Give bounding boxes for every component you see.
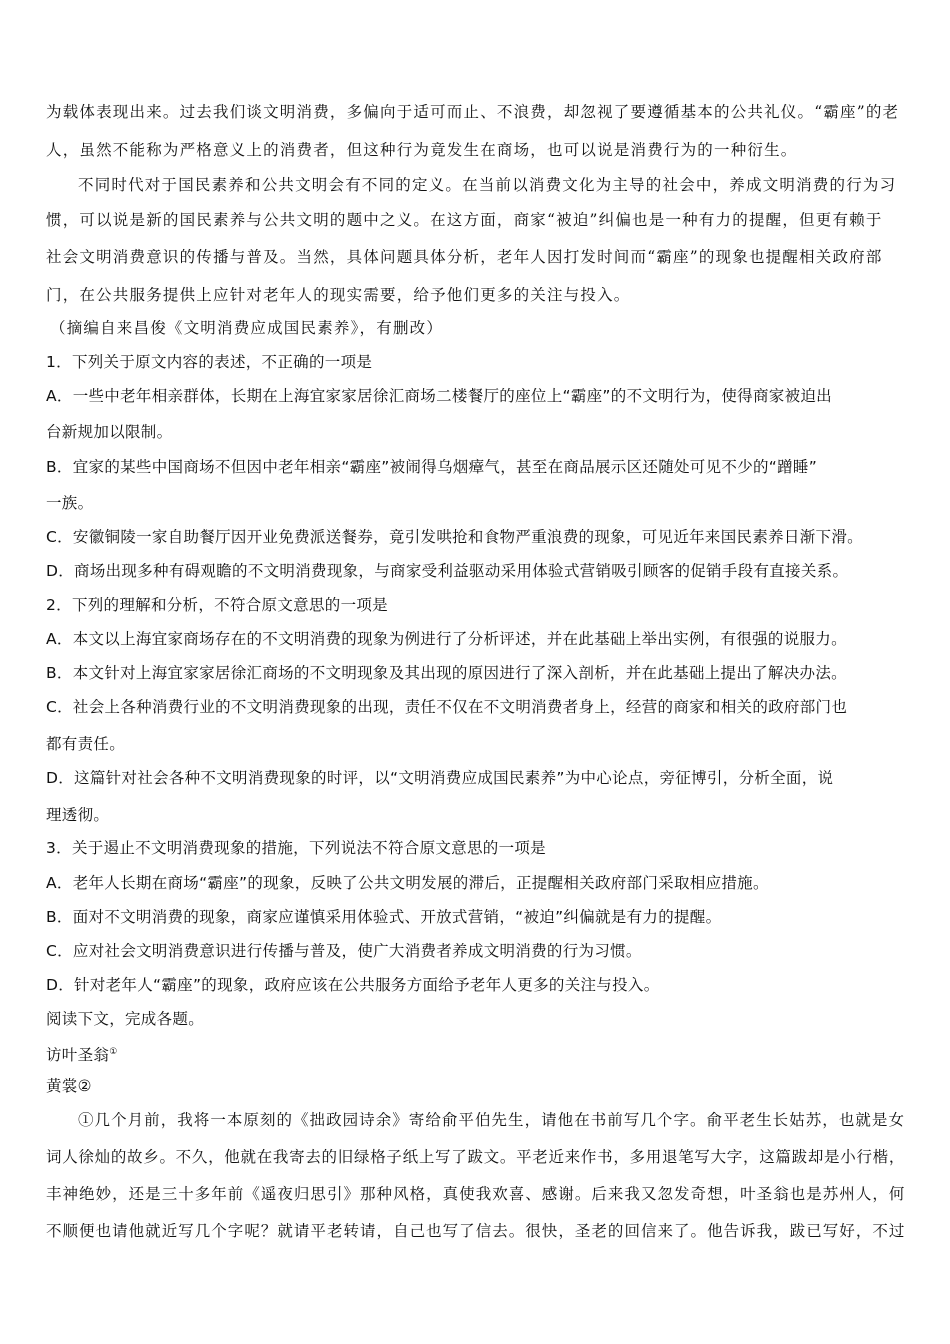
option-c: C．安徽铜陵一家自助餐厅因开业免费派送餐券，竟引发哄抢和食物严重浪费的现象，可见近年来国民素养日渐下滑。 <box>46 528 863 546</box>
reading-instruction: 阅读下文，完成各题。 <box>46 1010 205 1028</box>
passage-line: 不同时代对于国民素养和公共文明会有不同的定义。在当前以消费文化为主导的社会中，养成文明消费的行为习 <box>78 176 897 194</box>
article-title-text: 访叶圣翁 <box>46 1046 110 1065</box>
option-b: B．本文针对上海宜家家居徐汇商场的不文明现象及其出现的原因进行了深入剖析，并在此基础上提出了解决办法。 <box>46 664 847 682</box>
option-b-cont: 一族。 <box>46 494 94 512</box>
option-b: B．宜家的某些中国商场不但因中老年相亲“霸座”被闹得乌烟瘴气，甚至在商品展示区还随处可见不少的“蹭睡” <box>46 458 818 476</box>
option-a: A．老年人长期在商场“霸座”的现象，反映了公共文明发展的滞后，正提醒相关政府部门采取相应措施。 <box>46 874 769 892</box>
option-d-cont: 理透彻。 <box>46 806 110 824</box>
option-c-cont: 都有责任。 <box>46 735 126 753</box>
passage-line: 惯，可以说是新的国民素养与公共文明的题中之义。在这方面，商家“被迫”纠偏也是一种有力的提醒，但更有赖于 <box>46 211 883 229</box>
option-c: C．社会上各种消费行业的不文明消费现象的出现，责任不仅在不文明消费者身上，经营的商家和相关的政府部门也 <box>46 698 848 716</box>
option-d: D．这篇针对社会各种不文明消费现象的时评，以“文明消费应成国民素养”为中心论点，旁征博引，分析全面，说 <box>46 769 834 787</box>
option-d: D．商场出现多种有碍观瞻的不文明消费现象，与商家受利益驱动采用体验式营销吸引顾客的促销手段有直接关系。 <box>46 562 849 580</box>
question-stem: 1．下列关于原文内容的表述，不正确的一项是 <box>46 353 373 371</box>
passage-line: 社会文明消费意识的传播与普及。当然，具体问题具体分析，老年人因打发时间而“霸座”的现象也提醒相关政府部 <box>46 248 883 266</box>
article-author: 黄裳② <box>46 1077 92 1095</box>
option-a: A．本文以上海宜家商场存在的不文明消费的现象为例进行了分析评述，并在此基础上举出实例，有很强的说服力。 <box>46 630 847 648</box>
option-a-cont: 台新规加以限制。 <box>46 423 173 441</box>
passage-line: 为载体表现出来。过去我们谈文明消费，多偏向于适可而止、不浪费，却忽视了要遵循基本的公共礼仪。“霸座”的老 <box>46 103 900 121</box>
article-line: ①几个月前，我将一本原刻的《拙政园诗余》寄给俞平伯先生，请他在书前写几个字。俞平老生长姑苏，也就是女 <box>78 1111 906 1129</box>
footnote-marker: ① <box>109 1047 118 1057</box>
passage-line: 人，虽然不能称为严格意义上的消费者，但这种行为竟发生在商场，也可以说是消费行为的一种衍生。 <box>46 141 798 159</box>
article-title <box>46 1042 118 1065</box>
article-line: 丰神绝妙，还是三十多年前《遥夜归思引》那种风格，真使我欢喜、感谢。后来我又忽发奇想，叶圣翁也是苏州人，何 <box>46 1185 906 1203</box>
passage-line: 门，在公共服务提供上应针对老年人的现实需要，给予他们更多的关注与投入。 <box>46 286 631 304</box>
article-line: 词人徐灿的故乡。不久，他就在我寄去的旧绿格子纸上写了跋文。平老近来作书，多用退笔写大字，这篇跋却是小行楷， <box>46 1148 906 1166</box>
option-c: C．应对社会文明消费意识进行传播与普及，使广大消费者养成文明消费的行为习惯。 <box>46 942 642 960</box>
option-a: A．一些中老年相亲群体，长期在上海宜家家居徐汇商场二楼餐厅的座位上“霸座”的不文明行为，使得商家被迫出 <box>46 387 832 405</box>
option-d: D．针对老年人“霸座”的现象，政府应该在公共服务方面给予老年人更多的关注与投入。 <box>46 976 660 994</box>
article-line: 不顺便也请他就近写几个字呢？就请平老转请，自己也写了信去。很快，圣老的回信来了。他告诉我，跋已写好，不过 <box>46 1222 906 1240</box>
source-citation: （摘编自来昌俊《文明消费应成国民素养》，有删改） <box>50 319 444 337</box>
question-stem: 2．下列的理解和分析，不符合原文意思的一项是 <box>46 596 388 614</box>
question-stem: 3．关于遏止不文明消费现象的措施，下列说法不符合原文意思的一项是 <box>46 839 546 857</box>
option-b: B．面对不文明消费的现象，商家应谨慎采用体验式、开放式营销，“被迫”纠偏就是有力的提醒。 <box>46 908 722 926</box>
